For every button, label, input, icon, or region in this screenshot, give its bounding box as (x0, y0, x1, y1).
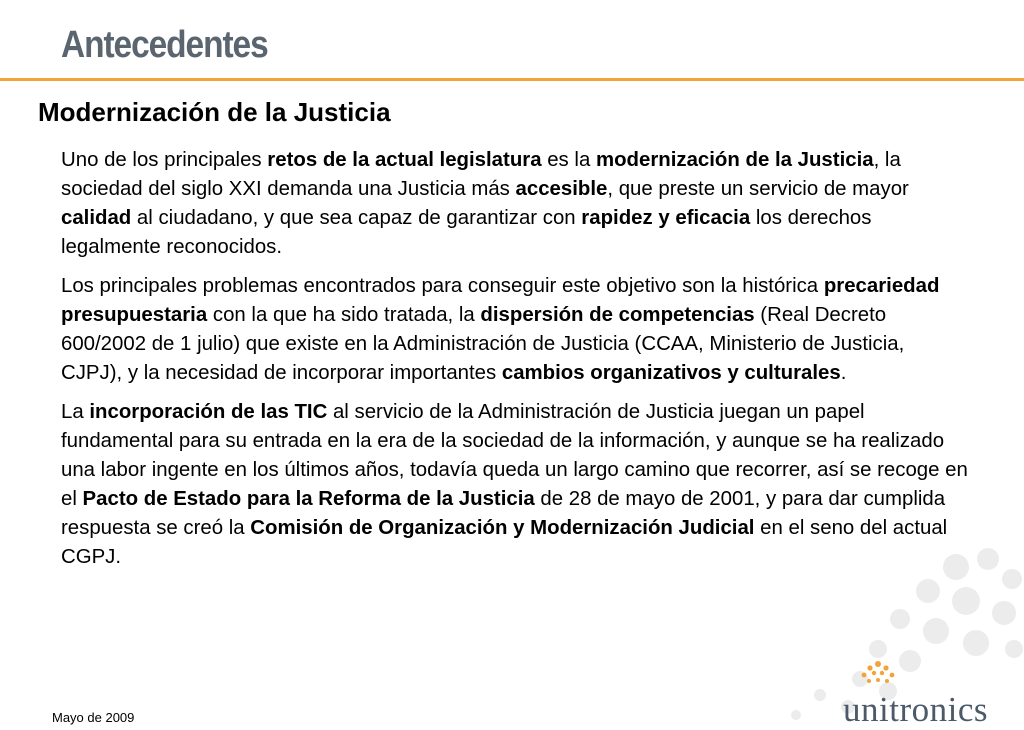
text-run: . (840, 362, 847, 384)
bold-text: precariedad presupuestaria (61, 275, 940, 326)
unitronics-logo: unitronics (843, 690, 988, 729)
bold-text: retos de la actual legislatura (267, 149, 542, 171)
text-run: con la que ha sido tratada, la (207, 304, 481, 326)
text-run: La (61, 401, 90, 423)
text-run: , la sociedad del siglo XXI demanda una Justicia más (61, 149, 901, 200)
bold-text: calidad (61, 207, 132, 229)
title-divider (0, 78, 1024, 81)
page-title: Antecedentes (61, 24, 268, 66)
paragraph-1 (61, 146, 971, 262)
body-text (61, 146, 971, 582)
bold-text: Pacto de Estado para la Reforma de la Justicia (82, 488, 535, 510)
text-run: , que preste un servicio de mayor (607, 178, 909, 200)
text-run: (Real Decreto 600/2002 de 1 julio) que existe en la Administración de Justicia (CCAA, Ministerio de Justicia, CJPJ), y la necesidad de incorporar importantes (61, 304, 905, 384)
bold-text: cambios organizativos y culturales (501, 362, 841, 384)
text-run: Uno de los principales (61, 149, 268, 171)
bold-text: accesible (515, 178, 608, 200)
bold-text: Comisión de Organización y Modernización Judicial (250, 517, 755, 539)
text-run: al servicio de la Administración de Justicia juegan un papel fundamental para su entrada en la era de la sociedad de la información, y aunque se ha realizado una labor ingente en los últimos años, todavía queda un largo camino que recorrer, así se recoge en el (61, 401, 968, 510)
text-run: los derechos legalmente reconocidos. (61, 207, 872, 258)
text-run: en el seno del actual CGPJ. (61, 517, 948, 568)
section-subtitle: Modernización de la Justicia (38, 97, 391, 127)
bold-text: incorporación de las TIC (89, 401, 328, 423)
paragraph-2 (61, 272, 971, 388)
bold-text: dispersión de competencias (480, 304, 755, 326)
text-run: de 28 de mayo de 2001, y para dar cumplida respuesta se creó la (61, 488, 946, 539)
text-run: al ciudadano, y que sea capaz de garantizar con (131, 207, 582, 229)
text-run: Los principales problemas encontrados para conseguir este objetivo son la histórica (61, 275, 824, 297)
text-run: es la (541, 149, 596, 171)
bold-text: modernización de la Justicia (595, 149, 874, 171)
bold-text: rapidez y eficacia (581, 207, 751, 229)
dots-logo-icon (858, 660, 898, 692)
footer-date: Mayo de 2009 (52, 710, 135, 725)
